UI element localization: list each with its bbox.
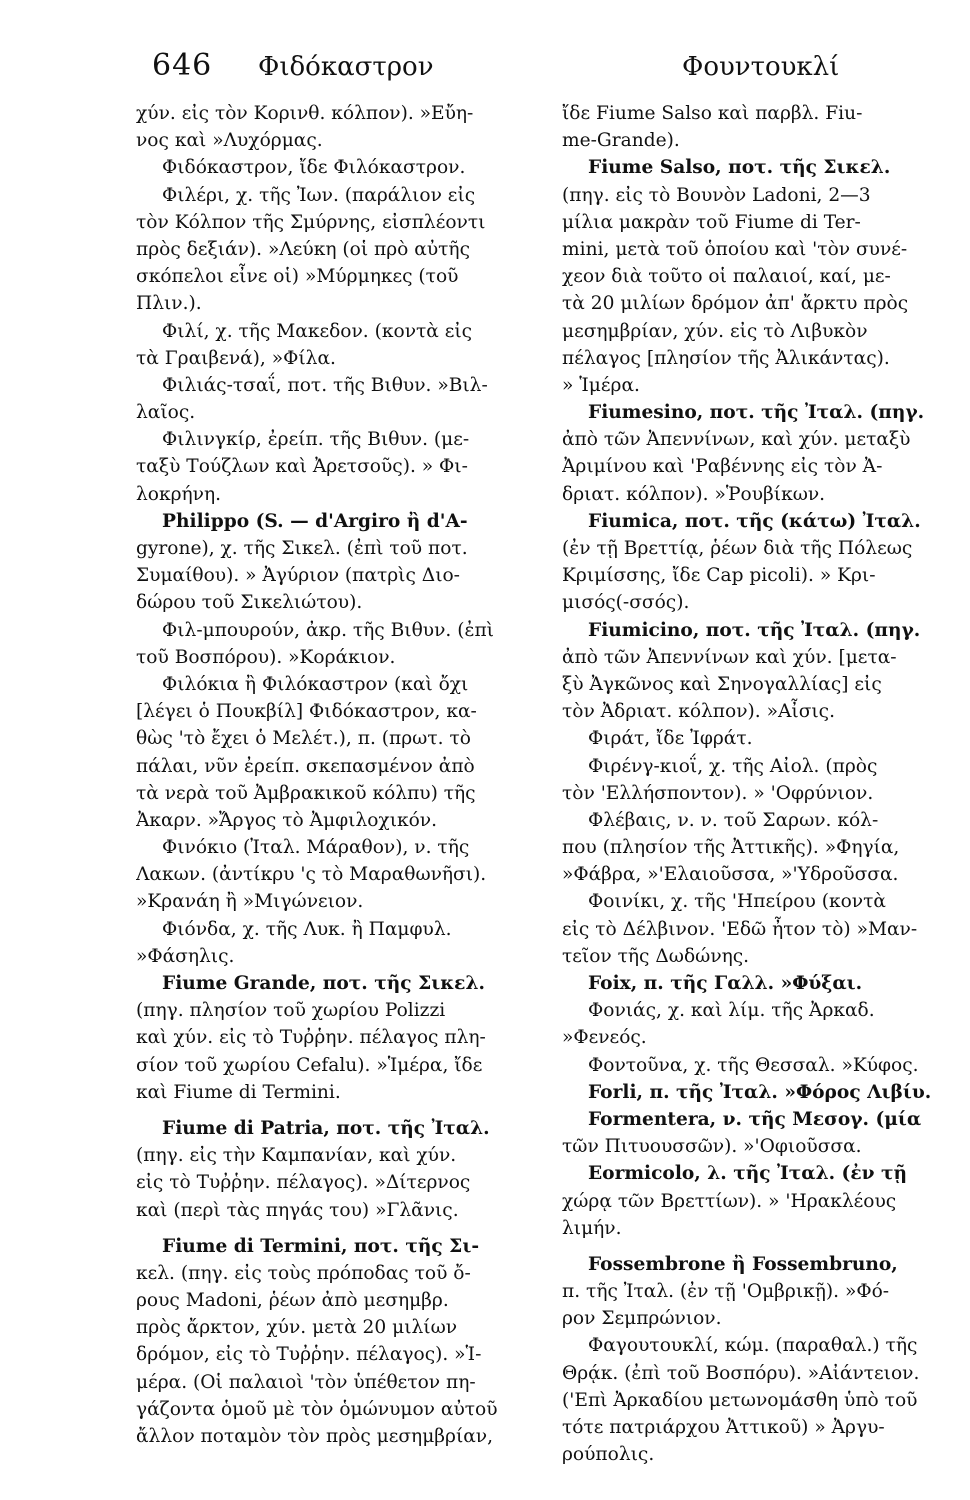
- text-line: τὰ 20 μιλίων δρόμον ἀπ' ἄρκτυ πρὸς: [562, 293, 909, 315]
- text-line: ρους Madoni, ῥέων ἀπὸ μεσημβρ.: [136, 1290, 449, 1312]
- text-line: ἀπὸ τῶν Ἀπεννίνων, καὶ χύν. μεταξὺ: [562, 429, 911, 451]
- text-line: τὸν Ἀδριατ. κόλπον). »Αἶσις.: [562, 701, 835, 723]
- text-line: (πηγ. εἰς τὸ Βουνὸν Ladoni, 2—3: [562, 184, 871, 206]
- text-line: Fiume Grande, ποτ. τῆς Σικελ.: [162, 973, 485, 994]
- text-line: Eormicolo, λ. τῆς Ἰταλ. (ἐν τῇ: [588, 1163, 908, 1185]
- text-line: πρὸς δεξιάν). »Λεύκη (οἱ πρὸ αὐτῆς: [136, 238, 470, 260]
- text-line: »Κρανάη ἢ »Μιγώνειον.: [136, 891, 364, 913]
- right-column: [562, 100, 946, 1468]
- text-line: μέρα. (Οἱ παλαιοὶ 'τὸν ὑπέθετον πη-: [136, 1371, 476, 1393]
- page-number: 646: [152, 48, 213, 83]
- text-line: Συμαίθου). » Ἀγύριον (πατρὶς Διο-: [136, 565, 460, 587]
- running-head-left: Φιδόκαστρον: [258, 52, 434, 82]
- text-line: δριατ. κόλπον). »Ῥουβίκων.: [562, 483, 826, 505]
- text-line: » Ἱμέρα.: [562, 374, 640, 396]
- text-line: Φαγουτουκλί, κώμ. (παραθαλ.) τῆς: [588, 1335, 918, 1357]
- text-line: νος καὶ »Λυχόρμας.: [136, 130, 323, 152]
- text-line: τεῖον τῆς Δωδώνης.: [562, 945, 750, 967]
- text-line: Πλιν.).: [136, 293, 202, 315]
- text-line: λοκρήνη.: [136, 483, 222, 505]
- text-line: Fiumicino, ποτ. τῆς Ἰταλ. (πηγ.: [588, 619, 921, 641]
- text-line: mini, μετὰ τοῦ ὁποίου καὶ 'τὸν συνέ-: [562, 238, 908, 260]
- text-line: τῶν Πιτυουσσῶν). »'Οφιοῦσσα.: [562, 1136, 862, 1158]
- text-line: ρούπολις.: [562, 1444, 655, 1466]
- text-line: εἰς τὸ Δέλβινον. 'Εδῶ ἦτον τὸ) »Μαν-: [562, 918, 918, 940]
- text-line: Φιλόκια ἢ Φιλόκαστρον (καὶ ὄχι: [162, 673, 469, 695]
- text-line: »Φενεός.: [562, 1027, 647, 1049]
- text-line: Κριμίσσης, ἴδε Cap picoli). » Κρι-: [562, 565, 876, 587]
- text-line: Fiumesino, ποτ. τῆς Ἰταλ. (πηγ.: [588, 402, 925, 424]
- text-line: τὸν Κόλπον τῆς Σμύρνης, εἰσπλέοντι: [136, 211, 486, 233]
- text-line: Forli, π. τῆς Ἰταλ. »Φόρος Λιβίυ.: [588, 1081, 932, 1103]
- text-line: καὶ Fiume di Termini.: [136, 1081, 341, 1103]
- text-line: Λακων. (ἀντίκρυ 'ς τὸ Μαραθωνῆσι).: [136, 864, 487, 886]
- text-line: Φιλιάς-τσαΐ, ποτ. τῆς Βιθυν. »Βιλ-: [162, 374, 488, 396]
- text-line: Fiumica, ποτ. τῆς (κάτω) Ἰταλ.: [588, 510, 921, 532]
- text-line: Φιλί, χ. τῆς Μακεδον. (κοντὰ εἰς: [162, 320, 473, 342]
- text-line: Fiume Salso, ποτ. τῆς Σικελ.: [588, 157, 891, 179]
- text-line: καὶ χύν. εἰς τὸ Τυῤῥην. πέλαγος πλη-: [136, 1027, 486, 1049]
- text-line: Fiume di Termini, ποτ. τῆς Σι-: [162, 1235, 480, 1257]
- text-line: τότε πατριάρχου Ἀττικοῦ) » Ἀργυ-: [562, 1417, 885, 1438]
- text-line: πρὸς ἄρκτον, χύν. μετὰ 20 μιλίων: [136, 1317, 458, 1339]
- text-line: χώρᾳ τῶν Βρεττίων). » 'Ηρακλέους: [562, 1190, 897, 1212]
- text-line: Φοντοῦνα, χ. τῆς Θεσσαλ. »Κύφος.: [588, 1054, 919, 1076]
- text-line: τὰ νερὰ τοῦ Ἀμβρακικοῦ κόλπυ) τῆς: [136, 782, 476, 804]
- text-line: τοῦ Βοσπόρου). »Κοράκιον.: [136, 646, 396, 668]
- text-line: κελ. (πηγ. εἰς τοὺς πρόποδας τοῦ ὄ-: [136, 1262, 471, 1284]
- text-line: gyrone), χ. τῆς Σικελ. (ἐπὶ τοῦ ποτ.: [136, 538, 468, 559]
- text-line: τὸν 'Ελλήσποντον). » 'Οφρύνιον.: [562, 782, 874, 804]
- text-line: me-Grande).: [562, 130, 680, 152]
- text-line: πέλαγος [πλησίον τῆς Ἀλικάντας).: [562, 347, 890, 369]
- text-line: λαῖος.: [136, 402, 196, 424]
- text-line: που (πλησίον τῆς Ἀττικῆς). »Φηγία,: [562, 837, 900, 859]
- text-line: Fiume di Patria, ποτ. τῆς Ἰταλ.: [162, 1117, 490, 1139]
- text-line: »Φάσηλις.: [136, 945, 235, 967]
- text-line: Φιλ-μπουρούν, ἀκρ. τῆς Βιθυν. (ἐπὶ: [162, 619, 494, 641]
- text-line: μεσημβρίαν, χύν. εἰς τὸ Λιβυκὸν: [562, 320, 868, 342]
- text-line: πάλαι, νῦν ἐρείπ. σκεπασμένον ἀπὸ: [136, 755, 475, 777]
- text-line: Θρᾴκ. (ἐπὶ τοῦ Βοσπόρυ). »Αἰάντειον.: [562, 1362, 920, 1384]
- text-line: Φιδόκαστρον, ἴδε Φιλόκαστρον.: [162, 157, 466, 179]
- text-line: Foix, π. τῆς Γαλλ. »Φύξαι.: [588, 973, 863, 994]
- text-line: Φοινίκι, χ. τῆς 'Ηπείρου (κοντὰ: [588, 891, 886, 913]
- text-line: γάζοντα ὁμοῦ μὲ τὸν ὁμώνυμον αὐτοῦ: [136, 1398, 498, 1420]
- text-line: καὶ (περὶ τὰς πηγάς του) »Γλᾶνις.: [136, 1199, 459, 1221]
- text-line: Φιράτ, ἴδε Ἰφράτ.: [588, 728, 753, 750]
- text-line: »Φάβρα, »'Ελαιοῦσσα, »'Υδροῦσσα.: [562, 864, 899, 886]
- text-line: σίον τοῦ χωρίου Cefalu). »Ἱμέρα, ἴδε: [136, 1054, 483, 1076]
- text-line: θὼς 'τὸ ἔχει ὁ Μελέτ.), π. (πρωτ. τὸ: [136, 728, 471, 750]
- text-line: Fossembrone ἢ Fossembruno,: [588, 1253, 898, 1275]
- text-line: [λέγει ὁ Πουκβίλ] Φιδόκαστρον, κα-: [136, 701, 477, 723]
- text-line: Φονιάς, χ. καὶ λίμ. τῆς Ἀρκαδ.: [588, 1000, 875, 1022]
- text-line: (ἐν τῇ Βρεττίᾳ, ῥέων διὰ τῆς Πόλεως: [562, 538, 913, 559]
- text-line: ἀπὸ τῶν Ἀπεννίνων καὶ χύν. [μετα-: [562, 646, 897, 668]
- text-line: Φιρένγ-κιοΐ, χ. τῆς Αἰολ. (πρὸς: [588, 755, 878, 777]
- text-line: (πηγ. εἰς τὴν Καμπανίαν, καὶ χύν.: [136, 1145, 457, 1167]
- text-line: ('Επὶ Ἀρκαδίου μετωνομάσθη ὑπὸ τοῦ: [562, 1389, 918, 1411]
- text-line: τὰ Γραιβενά), »Φίλα.: [136, 347, 336, 369]
- text-line: Philippo (S. — d'Argiro ἢ d'A-: [162, 510, 468, 532]
- text-line: ἴδε Fiume Salso καὶ παρβλ. Fiu-: [562, 103, 863, 124]
- text-line: Ἀριμίνου καὶ 'Ραβέννης εἰς τὸν Ἀ-: [562, 456, 883, 478]
- page-header: [0, 48, 970, 98]
- text-line: π. τῆς Ἰταλ. (ἐν τῇ 'Ομβρικῇ). »Φό-: [562, 1281, 890, 1303]
- text-line: Φιλέρι, χ. τῆς Ἰων. (παράλιον εἰς: [162, 184, 476, 206]
- text-line: (πηγ. πλησίον τοῦ χωρίου Polizzi: [136, 1000, 446, 1022]
- text-line: χεον διὰ τοῦτο οἱ παλαιοί, καί, με-: [562, 266, 891, 288]
- text-line: Φιόνδα, χ. τῆς Λυκ. ἢ Παμφυλ.: [162, 918, 452, 940]
- text-line: δρόμον, εἰς τὸ Τυῤῥην. πέλαγος). »Ἱ-: [136, 1344, 482, 1366]
- text-line: μίλια μακρὰν τοῦ Fiume di Ter-: [562, 211, 861, 233]
- text-line: ταξὺ Τούζλων καὶ Ἀρετσοῦς). » Φι-: [136, 456, 468, 478]
- text-line: Φιλινγκίρ, ἐρείπ. τῆς Βιθυν. (με-: [162, 429, 470, 451]
- text-line: Ἀκαρν. »Ἄργος τὸ Ἀμφιλοχικόν.: [136, 809, 438, 831]
- running-head-right: Φουντουκλί: [682, 52, 840, 82]
- text-line: σκόπελοι εἶνε οἱ) »Μύρμηκες (τοῦ: [136, 266, 459, 288]
- text-line: μισός(-σσός).: [562, 592, 690, 614]
- text-line: Φινόκιο (Ἰταλ. Μάραθον), ν. τῆς: [162, 837, 470, 859]
- text-line: Formentera, ν. τῆς Μεσογ. (μία: [588, 1108, 922, 1130]
- text-line: ρον Σεμπρώνιον.: [562, 1308, 722, 1330]
- text-line: εἰς τὸ Τυῤῥην. πέλαγος). »Δίτερνος: [136, 1172, 471, 1194]
- text-line: ἄλλον ποταμὸν τὸν πρὸς μεσημβρίαν,: [136, 1426, 494, 1447]
- text-line: χύν. εἰς τὸν Κορινθ. κόλπον). »Εὔη-: [136, 103, 474, 124]
- left-column: [136, 100, 514, 1450]
- text-line: δώρου τοῦ Σικελιώτου).: [136, 592, 363, 614]
- text-line: λιμήν.: [562, 1217, 622, 1239]
- text-line: ξὺ Ἀγκῶνος καὶ Σηνογαλλίας] εἰς: [562, 673, 882, 695]
- text-line: Φλέβαις, ν. ν. τοῦ Σαρων. κόλ-: [588, 809, 879, 831]
